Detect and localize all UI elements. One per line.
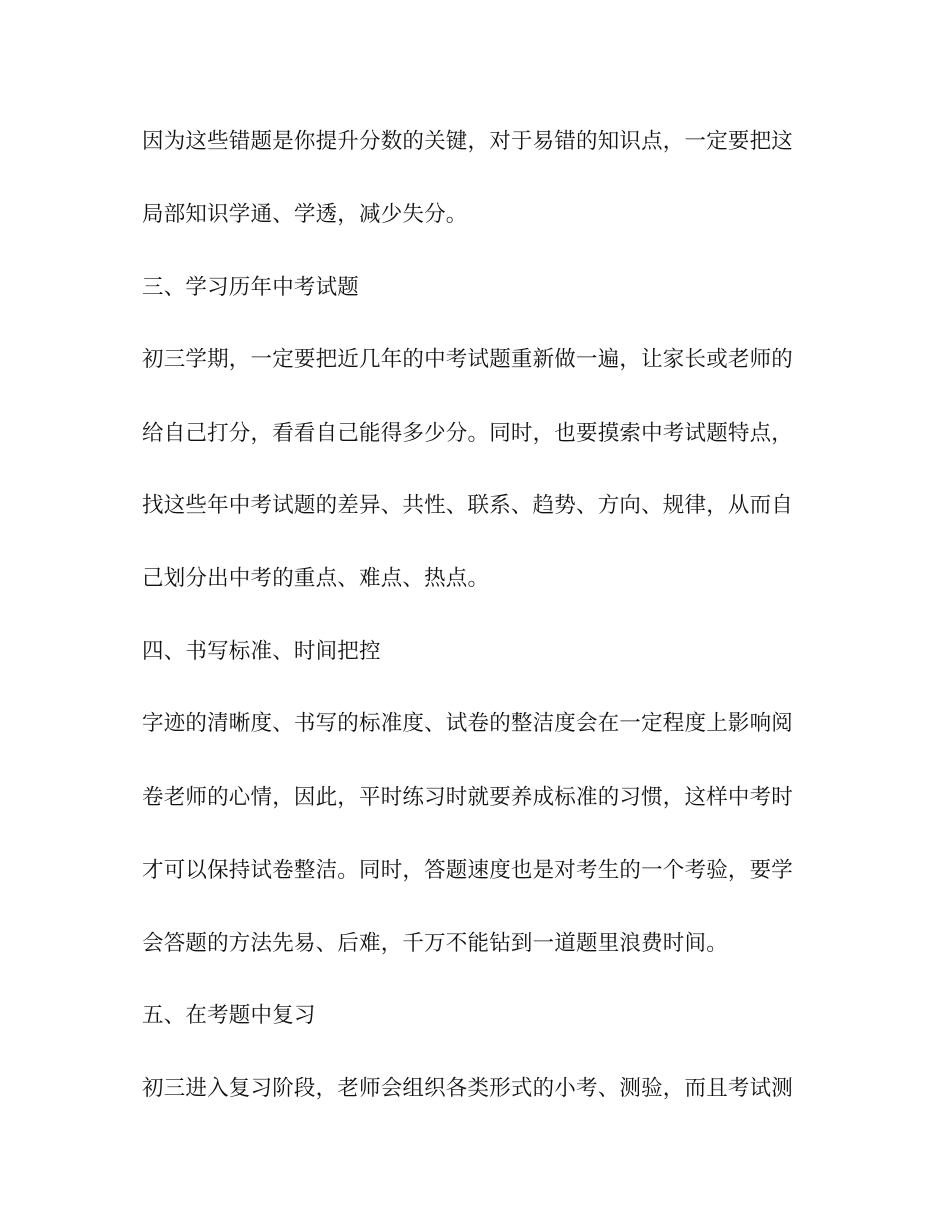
section-heading: 三、学习历年中考试题 xyxy=(142,275,360,300)
paragraph-line: 找这些年中考试题的差异、共性、联系、趋势、方向、规律，从而自 xyxy=(142,493,794,518)
paragraph-line: 会答题的方法先易、后难，千万不能钻到一道题里浪费时间。 xyxy=(142,931,728,956)
paragraph-line: 给自己打分，看看自己能得多少分。同时，也要摸索中考试题特点， xyxy=(142,421,794,446)
paragraph-line: 字迹的清晰度、书写的标准度、试卷的整洁度会在一定程度上影响阅 xyxy=(142,711,794,736)
paragraph-line: 初三进入复习阶段，老师会组织各类形式的小考、测验，而且考试测 xyxy=(142,1076,794,1101)
section-heading: 四、书写标准、时间把控 xyxy=(142,639,381,664)
paragraph-line: 才可以保持试卷整洁。同时，答题速度也是对考生的一个考验，要学 xyxy=(142,858,794,883)
paragraph-line: 局部知识学通、学透，减少失分。 xyxy=(142,202,468,227)
paragraph-line: 卷老师的心情，因此，平时练习时就要养成标准的习惯，这样中考时 xyxy=(142,785,794,810)
section-heading: 五、在考题中复习 xyxy=(142,1003,316,1028)
paragraph-line: 初三学期，一定要把近几年的中考试题重新做一遍，让家长或老师的 xyxy=(142,347,794,372)
paragraph-line: 己划分出中考的重点、难点、热点。 xyxy=(142,566,490,591)
paragraph-line: 因为这些错题是你提升分数的关键，对于易错的知识点，一定要把这 xyxy=(142,129,794,154)
